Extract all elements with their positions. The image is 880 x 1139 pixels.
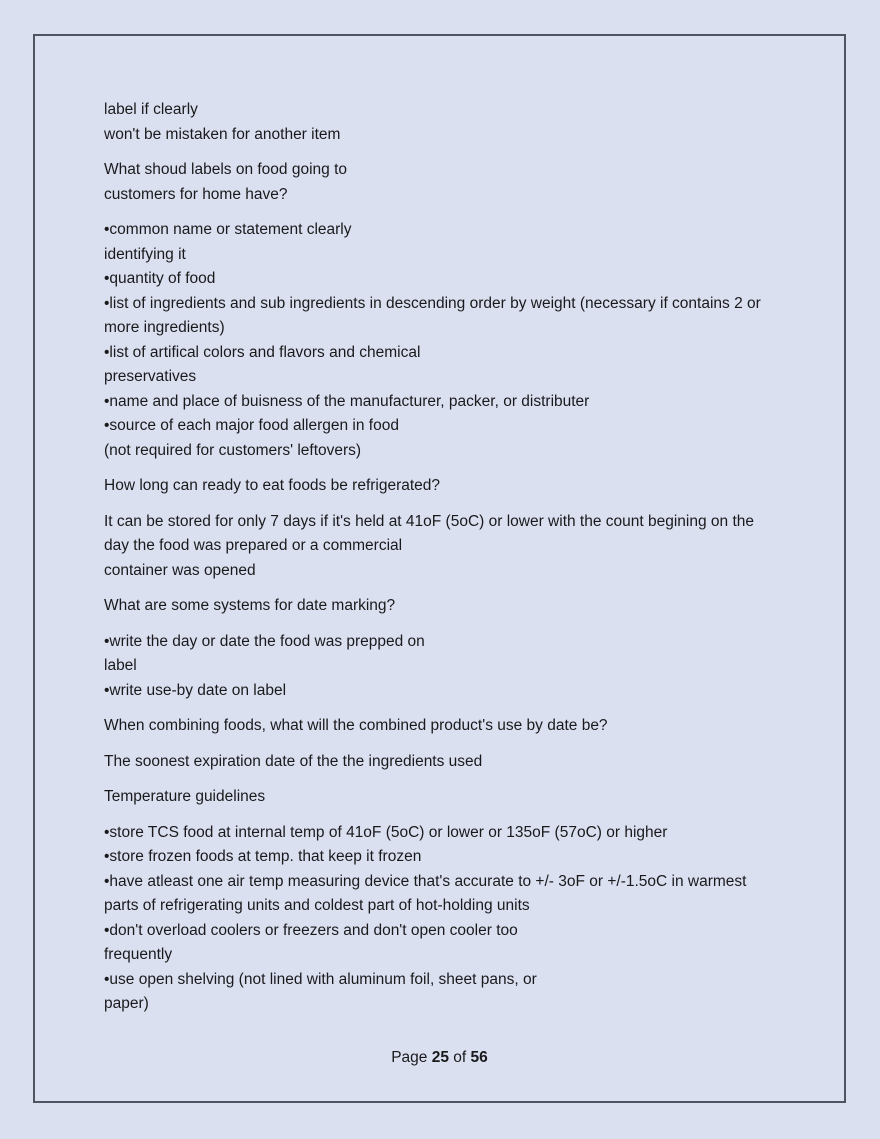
text-line: •don't overload coolers or freezers and don't open cooler too xyxy=(104,921,518,939)
text-line: •write the day or date the food was prepped on xyxy=(104,632,425,650)
paragraph-answer-bullets xyxy=(104,630,806,704)
text-line: more ingredients) xyxy=(104,319,225,336)
text-line: •common name or statement clearly xyxy=(104,221,352,238)
footer-page-label: Page xyxy=(391,1048,428,1066)
text-line: (not required for customers' leftovers) xyxy=(104,441,362,459)
text-line: •use open shelving (not lined with aluminum foil, sheet pans, or xyxy=(104,970,537,988)
paragraph-answer xyxy=(104,510,806,584)
text-line: The soonest expiration date of the the ingredients used xyxy=(104,752,483,770)
paragraph-answer-continuation xyxy=(104,98,806,147)
paragraph-question xyxy=(104,714,806,739)
text-line: preservatives xyxy=(104,368,197,385)
paragraph-question xyxy=(104,158,806,207)
document-body xyxy=(104,98,806,1028)
footer-current-page-number: 25 xyxy=(431,1048,449,1066)
text-line: When combining foods, what will the combined product's use by date be? xyxy=(104,717,608,734)
text-line: parts of refrigerating units and coldest part of hot-holding units xyxy=(104,897,530,914)
paragraph-question xyxy=(104,474,806,499)
text-line: Temperature guidelines xyxy=(104,788,266,805)
paragraph-answer xyxy=(104,750,806,775)
text-line: day the food was prepared or a commercial xyxy=(104,537,403,554)
paragraph-heading xyxy=(104,785,806,810)
text-line: •name and place of buisness of the manufacturer, packer, or distributer xyxy=(104,392,590,410)
text-line: What shoud labels on food going to xyxy=(104,161,348,178)
text-line: container was opened xyxy=(104,561,256,579)
text-line: •list of ingredients and sub ingredients in descending order by weight (necessary if contains 2 or xyxy=(104,294,761,312)
footer-total-page-number: 56 xyxy=(470,1048,488,1066)
text-line: •write use-by date on label xyxy=(104,681,287,699)
text-line: frequently xyxy=(104,946,173,963)
text-line: identifying it xyxy=(104,245,186,263)
paragraph-answer-bullets xyxy=(104,218,806,463)
text-line: •source of each major food allergen in food xyxy=(104,417,399,434)
text-line: •store frozen foods at temp. that keep it frozen xyxy=(104,848,422,865)
text-line: How long can ready to eat foods be refrigerated? xyxy=(104,477,441,494)
text-line: customers for home have? xyxy=(104,185,288,203)
text-line: label if clearly xyxy=(104,101,198,118)
document-page xyxy=(33,34,846,1103)
text-line: paper) xyxy=(104,995,149,1012)
text-line: label xyxy=(104,657,137,674)
text-line: won't be mistaken for another item xyxy=(104,125,341,143)
paragraph-question xyxy=(104,594,806,619)
text-line: •have atleast one air temp measuring device that's accurate to +/- 3oF or +/-1.5oC in warmest xyxy=(104,872,747,890)
paragraph-answer-bullets xyxy=(104,821,806,1017)
text-line: •list of artifical colors and flavors and chemical xyxy=(104,343,421,361)
page-footer xyxy=(35,1046,844,1071)
text-line: What are some systems for date marking? xyxy=(104,597,396,614)
text-line: •quantity of food xyxy=(104,270,216,287)
text-line: •store TCS food at internal temp of 41oF (5oC) or lower or 135oF (57oC) or higher xyxy=(104,823,668,841)
footer-of-label: of xyxy=(453,1048,467,1066)
text-line: It can be stored for only 7 days if it's held at 41oF (5oC) or lower with the count begining on the xyxy=(104,512,755,530)
